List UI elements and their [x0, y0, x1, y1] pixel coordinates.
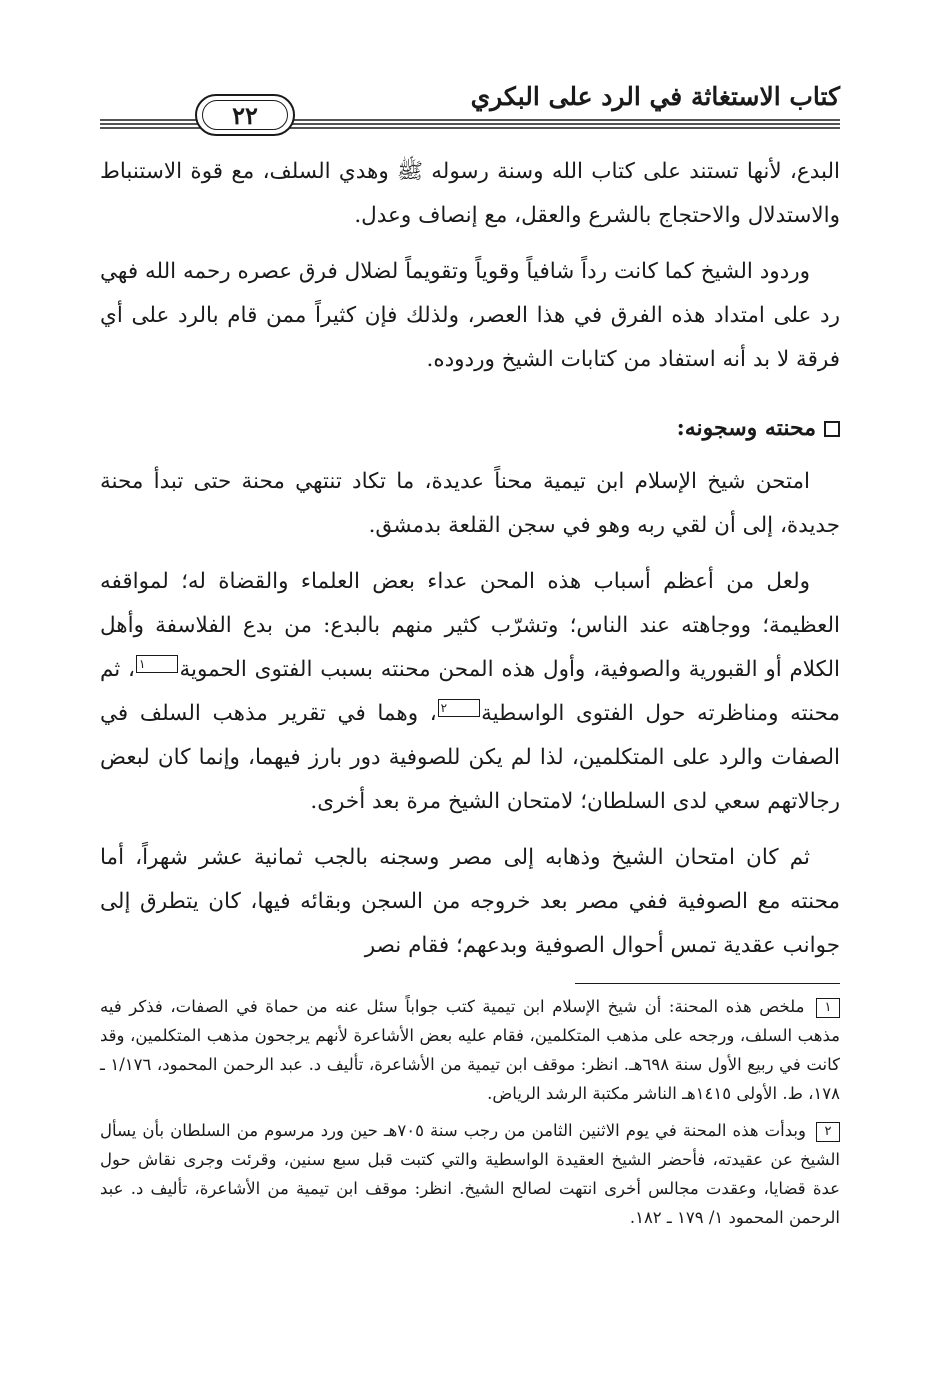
footnote-ref-1[interactable]: ١ [136, 655, 178, 673]
footnote-separator [575, 983, 840, 984]
running-header [100, 78, 840, 140]
section-heading-text: محنته وسجونه: [676, 415, 816, 441]
paragraph-4 [100, 560, 840, 824]
paragraph-1: البدع، لأنها تستند على كتاب الله وسنة رسوله ﷺ وهدي السلف، مع قوة الاستنباط والاستدلال والاحتجاج بالشرع والعقل، مع إنصاف وعدل. [100, 159, 840, 228]
paragraph-4-part-a: ولعل من أعظم أسباب هذه المحن عداء بعض العلماء والقضاة له؛ لمواقفه العظيمة؛ ووجاهته عند الناس؛ وتشرّب كثير منهم بالبدع: من بدع الفلاسفة وأهل الكلام أو القبورية والصوفية، وأول هذه المحن محنته بسبب الفتوى الحموية [100, 569, 840, 682]
book-title: كتاب الاستغاثة في الرد على البكري [470, 82, 840, 111]
paragraph-5: ثم كان امتحان الشيخ وذهابه إلى مصر وسجنه بالجب ثمانية عشر شهراً، أما محنته مع الصوفية ففي مصر بعد خروجه من السجن وبقائه فيها، كان يتطرق إلى جوانب عقدية تمس أحوال الصوفية وبدعهم؛ فقام نصر [100, 845, 840, 958]
main-text [100, 150, 840, 980]
footnote-1 [100, 992, 840, 1108]
paragraph-2: وردود الشيخ كما كانت رداً شافياً وقوياً وتقويماً لضلال فرق عصره رحمه الله فهي رد على امتداد هذه الفرق في هذا العصر، ولذلك فإن كثيراً ممن قام بالرد على أي فرقة لا بد أنه استفاد من كتابات الشيخ وردوده. [100, 259, 840, 372]
footnote-2-text: وبدأت هذه المحنة في يوم الاثنين الثامن من رجب سنة ٧٠٥هـ حين ورد مرسوم من السلطان بأن يسأل الشيخ عن عقيدته، فأحضر الشيخ العقيدة الواسطية والتي كتبت قبل سبع سنين، وقرئت وجرى نقاش حول عدة قضايا، وعقدت مجالس أخرى انتهت لصالح الشيخ. [100, 1121, 840, 1198]
footnote-2-source: انظر: موقف ابن تيمية من الأشاعرة، تأليف د. عبد الرحمن المحمود ١/ ١٧٩ ـ ١٨٢. [100, 1179, 840, 1227]
footnote-2 [100, 1116, 840, 1232]
paragraph-4-part-c: ، وهما في تقرير مذهب السلف في الصفات والرد على المتكلمين، لذا لم يكن للصوفية دور بارز فيهما، وإنما كان لبعض رجالاتهم سعي لدى السلطان؛ لامتحان الشيخ مرة بعد أخرى. [100, 701, 840, 814]
page-number-frame [195, 94, 295, 136]
footnote-2-number: ٢ [816, 1122, 840, 1142]
footnotes [100, 992, 840, 1240]
paragraph-4-part-b: ، ثم محنته ومناظرته حول الفتوى الواسطية [100, 657, 840, 726]
footnote-ref-2[interactable]: ٢ [438, 699, 480, 717]
paragraph-3: امتحن شيخ الإسلام ابن تيمية محناً عديدة، ما تكاد تنتهي محنة حتى تبدأ محنة جديدة، إلى أن لقي ربه وهو في سجن القلعة بدمشق. [100, 469, 840, 538]
page-number: ٢٢ [202, 100, 288, 130]
footnote-1-source: انظر: موقف ابن تيمية من الأشاعرة، تأليف د. عبد الرحمن المحمود، ١/١٧٦ ـ ١٧٨، ط. الأولى ١٤١٥هـ الناشر مكتبة الرشد الرياض. [100, 1055, 840, 1103]
section-heading [100, 406, 840, 450]
square-bullet-icon [824, 421, 840, 437]
footnote-1-number: ١ [816, 998, 840, 1018]
footnote-1-text: ملخص هذه المحنة: أن شيخ الإسلام ابن تيمية كتب جواباً سئل عنه من حماة في الصفات، فذكر فيه مذهب السلف، ورجحه على مذهب المتكلمين، فقام عليه بعض الأشاعرة لأنهم يرجحون مذهب المتكلمين، وقد كانت في ربيع الأول سنة ٦٩٨هـ. [100, 997, 840, 1074]
